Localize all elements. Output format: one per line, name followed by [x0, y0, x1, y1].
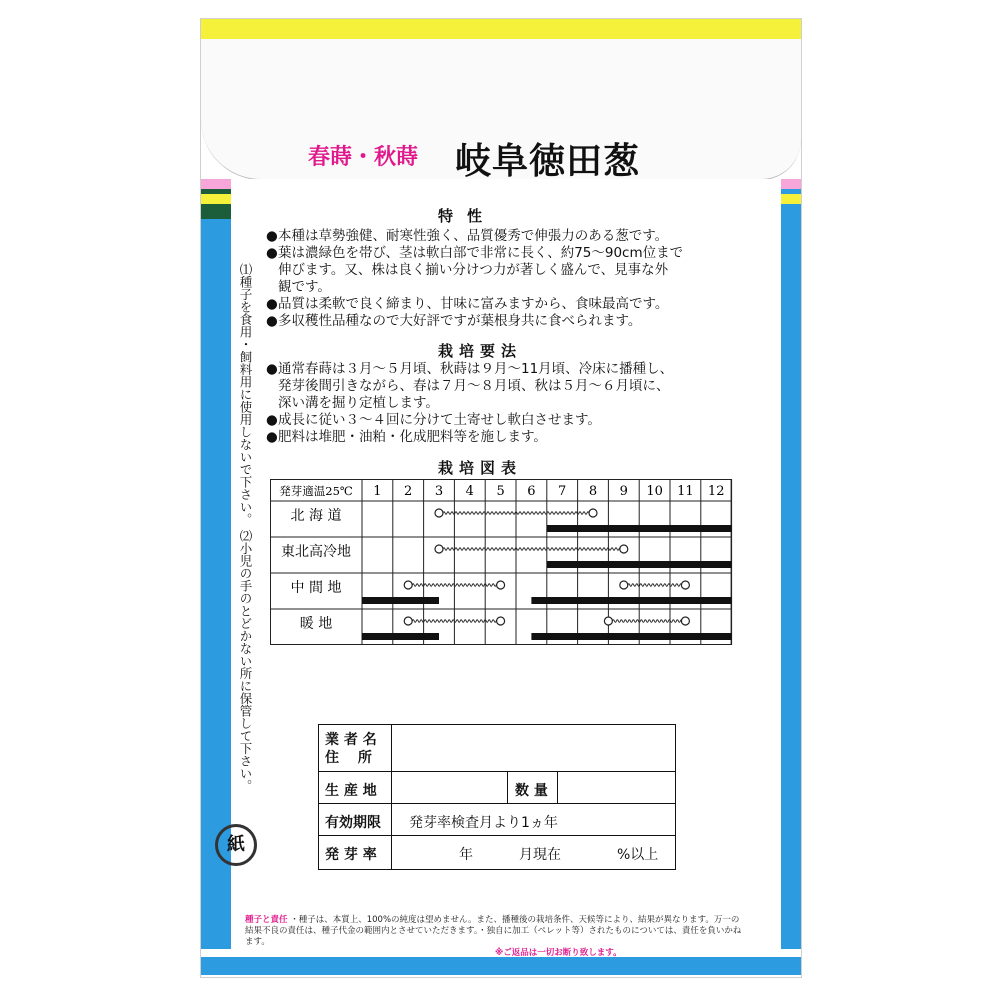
- left-yellow-accent: [201, 194, 231, 204]
- region-label: 暖 地: [299, 616, 333, 632]
- subtitle: 春蒔・秋蒔: [308, 145, 419, 170]
- sowing-start-point: [404, 581, 412, 589]
- germination-label: 発 芽 率: [325, 847, 377, 863]
- harvest-period-bar: [531, 597, 731, 604]
- form-row: [319, 835, 675, 870]
- form-row: [319, 803, 675, 836]
- sowing-start-point: [404, 617, 412, 625]
- address-label: 住 所: [325, 750, 372, 766]
- sowing-period-mark: [624, 584, 686, 587]
- sowing-end-point: [497, 617, 505, 625]
- germination-year: 年: [459, 847, 473, 863]
- list-item: ●多収穫性品種なので大好評ですが葉根身共に食べられます。: [266, 313, 642, 329]
- sowing-end-point: [589, 509, 597, 517]
- sowing-period-mark: [439, 548, 625, 551]
- top-yellow-band: [201, 19, 801, 39]
- list-item: ●葉は濃緑色を帯び、茎は軟白部で非常に長く、約75〜90cm位まで: [266, 245, 684, 261]
- expiry-label: 有効期限: [325, 815, 381, 831]
- harvest-period-bar: [547, 525, 732, 532]
- sowing-end-point: [497, 581, 505, 589]
- region-label: 東北高冷地: [281, 544, 351, 560]
- harvest-period-bar: [547, 561, 732, 568]
- list-item: ●成長に従い３〜４回に分けて土寄せし軟白させます。: [266, 412, 601, 428]
- right-blue-stripe: [781, 179, 801, 949]
- list-item: 観です。: [278, 279, 331, 295]
- quantity-label: 数 量: [515, 783, 548, 799]
- cultivation-list: [266, 361, 673, 446]
- list-item: ●本種は草勢強健、耐寒性強く、品質優秀で伸張力のある葱です。: [266, 228, 669, 244]
- month-tick-label: 1: [373, 484, 382, 499]
- month-tick-label: 2: [404, 484, 413, 499]
- harvest-period-bar: [531, 633, 731, 640]
- harvest-period-bar: [362, 597, 439, 604]
- month-tick-label: 9: [619, 484, 628, 499]
- paper-recycle-icon: 紙: [215, 824, 257, 866]
- harvest-period-bar: [362, 633, 439, 640]
- month-tick-label: 7: [558, 484, 567, 499]
- sowing-start-point: [620, 581, 628, 589]
- schedule-heading: 栽培図表: [438, 459, 523, 477]
- region-label: 北 海 道: [290, 508, 342, 524]
- footer-note: ※ご返品は一切お断り致します。: [495, 948, 622, 958]
- left-pink-accent: [201, 179, 231, 189]
- right-pink-accent: [781, 179, 801, 189]
- month-tick-label: 12: [707, 484, 725, 499]
- company-label: 業 者 名: [325, 732, 377, 748]
- cultivation-heading: 栽培要法: [438, 342, 523, 360]
- sowing-start-point: [604, 617, 612, 625]
- form-divider: [557, 772, 558, 804]
- sowing-period-mark: [608, 620, 686, 623]
- month-tick-label: 6: [527, 484, 536, 499]
- germination-percent: %以上: [617, 847, 659, 863]
- bottom-blue-band: [201, 957, 801, 975]
- month-tick-label: 10: [646, 484, 663, 499]
- features-heading: 特性: [438, 207, 497, 225]
- origin-label: 生 産 地: [325, 783, 377, 799]
- side-note: ⑴種子を食用・飼料用に使用しないで下さい。 ⑵小児の手のとどかない所に保管して下さい。: [238, 263, 253, 792]
- expiry-value: 発芽率検査月より1ヵ年: [409, 815, 558, 831]
- sowing-period-mark: [408, 620, 502, 623]
- page-title: 岐阜徳田葱: [455, 140, 641, 182]
- germination-month: 月現在: [519, 847, 561, 863]
- right-yellow-accent: [781, 194, 801, 204]
- list-item: ●品質は柔軟で良く締まり、甘味に富みますから、食味最高です。: [266, 296, 669, 312]
- footer-text: ・種子は、本質上、100%の純度は望めません。また、播種後の栽培条件、天候等により、結果が異なります。万一の結果不良の責任は、種子代金の範囲内とさせていただきます。・独自に加工（ペレット等）されたものについては、責任を負いかねます。: [245, 915, 742, 947]
- sowing-end-point: [681, 617, 689, 625]
- footer-disclaimer: [245, 915, 745, 959]
- list-item: 深い溝を掘り定植します。: [278, 395, 439, 411]
- info-form: [318, 724, 676, 870]
- month-tick-label: 8: [588, 484, 598, 499]
- sowing-start-point: [435, 545, 443, 553]
- form-divider: [507, 772, 508, 804]
- list-item: ●通常春蒔は３月〜５月頃、秋蒔は９月〜11月頃、冷床に播種し、: [266, 361, 674, 377]
- features-list: [266, 228, 683, 330]
- region-label: 中 間 地: [290, 580, 342, 596]
- month-tick-label: 5: [496, 484, 505, 499]
- list-item: 伸びます。又、株は良く揃い分けつ力が著しく盛んで、見事な外: [278, 262, 669, 278]
- sowing-end-point: [620, 545, 628, 553]
- month-tick-label: 11: [677, 484, 694, 499]
- list-item: 発芽後間引きながら、春は７月〜８月頃、秋は５月〜６月頃に、: [278, 378, 670, 394]
- form-row: [319, 771, 675, 804]
- schedule-chart: [270, 479, 734, 645]
- sowing-start-point: [435, 509, 443, 517]
- sowing-period-mark: [408, 584, 502, 587]
- sowing-end-point: [681, 581, 689, 589]
- month-tick-label: 3: [434, 484, 444, 499]
- corner-label: 発芽適温25℃: [279, 484, 353, 498]
- footer-label: 種子と責任: [245, 915, 288, 925]
- list-item: ●肥料は堆肥・油粕・化成肥料等を施します。: [266, 429, 547, 445]
- month-tick-label: 4: [465, 484, 474, 499]
